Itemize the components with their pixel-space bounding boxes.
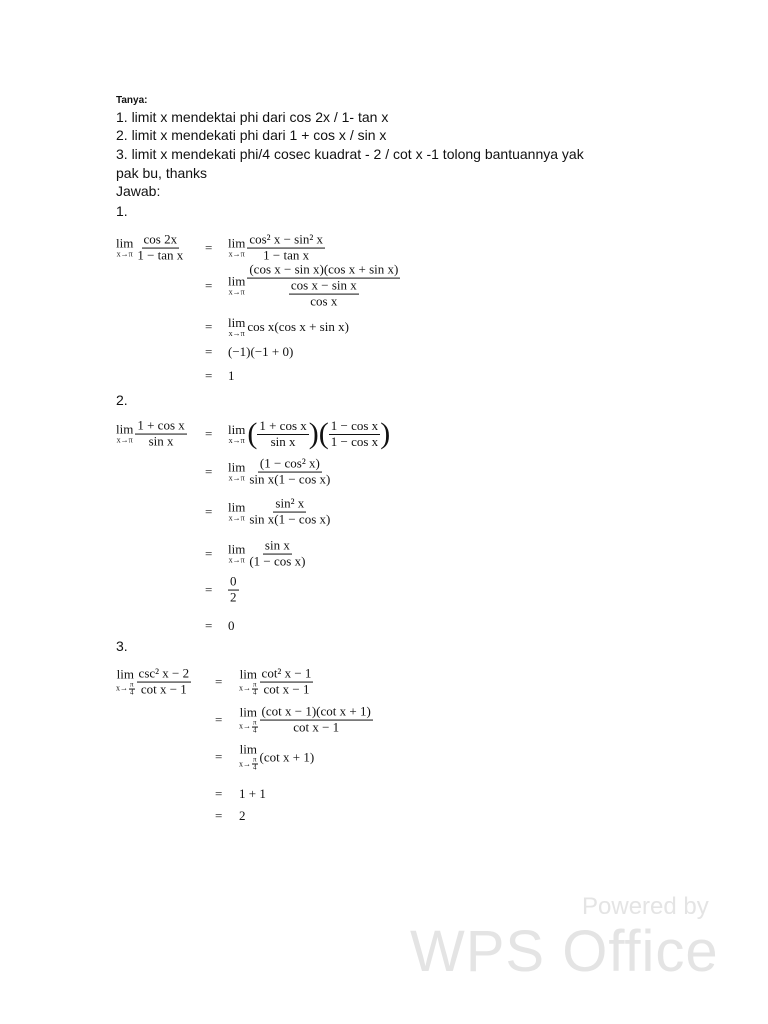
fraction xyxy=(260,667,314,698)
lim-target-num: π xyxy=(253,755,257,764)
expression-text: 2 xyxy=(239,808,246,823)
lim-subscript xyxy=(239,720,258,735)
lim-subscript xyxy=(239,757,258,772)
problem-2-step-3 xyxy=(228,497,332,528)
denominator: sin x(1 − cos x) xyxy=(249,511,331,527)
lim-target-fraction xyxy=(252,720,258,735)
numerator: 0 xyxy=(230,573,237,589)
problem-1-expression xyxy=(116,233,185,264)
equals-sign: = xyxy=(205,278,213,293)
numerator: 1 − cos x xyxy=(330,417,379,433)
problem-3-step-1 xyxy=(239,667,313,698)
lim-word: lim xyxy=(239,704,257,720)
lim-target-fraction xyxy=(129,682,135,697)
limit-operator xyxy=(228,461,245,483)
question-line-3: 3. limit x mendekati phi/4 cosec kuadrat - 2 / cot x -1 tolong bantuannya yak xyxy=(116,146,584,162)
lim-approach: x→π xyxy=(228,556,245,565)
fraction xyxy=(260,705,373,736)
equals-sign: = xyxy=(215,712,223,727)
lim-target-den: 4 xyxy=(130,688,134,697)
limit-operator xyxy=(228,316,245,338)
problem-2-label: 2. xyxy=(116,392,128,408)
lim-subscript xyxy=(117,251,133,259)
denominator: sin x xyxy=(270,433,296,449)
numerator: (cot x − 1)(cot x + 1) xyxy=(261,703,371,719)
problem-3-step-4 xyxy=(239,786,266,802)
equals-sign: = xyxy=(215,674,223,689)
numerator: 1 + cos x xyxy=(137,417,185,433)
answer-heading: Jawab: xyxy=(116,183,161,199)
limit-operator xyxy=(116,237,133,259)
denominator: 1 − tan x xyxy=(263,247,310,263)
lim-subscript xyxy=(117,437,133,445)
limit-operator xyxy=(228,237,245,259)
left-paren: ( xyxy=(247,417,258,450)
lim-subscript xyxy=(229,289,245,297)
limit-operator xyxy=(239,706,258,735)
denominator: cot x − 1 xyxy=(140,681,187,697)
denominator: 1 − tan x xyxy=(137,247,184,263)
question-heading: Tanya: xyxy=(116,95,148,106)
equals-sign: = xyxy=(205,618,213,633)
numerator: sin² x xyxy=(275,495,305,511)
lim-approach: x→π xyxy=(228,288,245,297)
lim-target-fraction xyxy=(252,757,258,772)
lim-target-den: 4 xyxy=(253,763,257,772)
problem-3-step-2 xyxy=(239,705,373,736)
lim-subscript xyxy=(229,515,245,523)
equals-sign: = xyxy=(205,368,213,383)
fraction xyxy=(257,419,308,450)
lim-target-den: 4 xyxy=(253,726,257,735)
lim-approach: x→ xyxy=(239,722,251,731)
lim-word: lim xyxy=(228,542,246,557)
fraction xyxy=(329,419,380,450)
equals-sign: = xyxy=(205,426,213,441)
equals-sign: = xyxy=(205,504,213,519)
lim-subscript xyxy=(239,682,258,697)
question-line-2: 2. limit x mendekati phi dari 1 + cos x / sin x xyxy=(116,127,387,143)
problem-1-step-3 xyxy=(228,316,349,338)
equals-sign: = xyxy=(205,582,213,597)
expression-text: 1 + 1 xyxy=(239,786,266,801)
expression-text: 1 xyxy=(228,368,235,383)
fraction xyxy=(247,497,332,528)
equals-sign: = xyxy=(205,546,213,561)
problem-3-label: 3. xyxy=(116,638,128,654)
watermark-wps-office-logo: WPS Office xyxy=(410,919,719,984)
fraction xyxy=(247,233,325,264)
lim-word: lim xyxy=(116,422,134,437)
lim-target-fraction xyxy=(252,682,258,697)
denominator: (1 − cos x) xyxy=(249,553,306,569)
lim-target-den: 4 xyxy=(253,688,257,697)
lim-approach: x→ xyxy=(239,684,251,693)
denominator xyxy=(287,279,361,310)
numerator: cos 2x xyxy=(143,231,178,247)
lim-approach: x→ xyxy=(116,684,128,693)
fraction xyxy=(247,539,307,570)
limit-operator xyxy=(228,275,245,297)
numerator: sin x xyxy=(264,537,290,553)
lim-approach: x→π xyxy=(228,250,245,259)
equals-sign: = xyxy=(205,240,213,255)
numerator: (1 − cos² x) xyxy=(259,455,320,471)
question-line-1: 1. limit x mendektai phi dari cos 2x / 1- tan x xyxy=(116,109,389,125)
limit-operator xyxy=(228,543,245,565)
numerator: 1 + cos x xyxy=(259,417,307,433)
numerator: (cos x − sin x)(cos x + sin x) xyxy=(249,261,399,277)
problem-2-step-5 xyxy=(228,575,239,606)
fraction xyxy=(135,419,186,450)
problem-2-step-4 xyxy=(228,539,307,570)
denominator: 2 xyxy=(230,589,237,605)
lim-approach: x→π xyxy=(228,329,245,338)
lim-word: lim xyxy=(239,666,257,682)
lim-subscript xyxy=(229,557,245,565)
lim-target-num: π xyxy=(253,680,257,689)
fraction xyxy=(247,457,332,488)
limit-operator xyxy=(228,423,245,445)
compound-fraction xyxy=(247,263,400,310)
equals-sign: = xyxy=(215,786,223,801)
lim-word: lim xyxy=(228,274,246,289)
watermark-powered-by: Powered by xyxy=(582,893,709,920)
expression-text: 0 xyxy=(228,618,235,633)
lim-approach: x→π xyxy=(228,436,245,445)
problem-3-step-5 xyxy=(239,808,246,824)
right-paren: ) xyxy=(380,417,391,450)
lim-approach: x→π xyxy=(116,250,133,259)
problem-2-step-6 xyxy=(228,618,235,634)
left-paren: ( xyxy=(318,417,329,450)
numerator: cos x − sin x xyxy=(290,277,357,293)
right-paren: ) xyxy=(308,417,319,450)
lim-word: lim xyxy=(228,315,246,330)
parenthesized-fraction xyxy=(247,417,318,451)
equals-sign: = xyxy=(215,749,223,764)
lim-word: lim xyxy=(228,500,246,515)
limit-operator xyxy=(116,423,133,445)
lim-approach: x→π xyxy=(228,514,245,523)
expression-text: (cot x + 1) xyxy=(259,749,315,764)
fraction xyxy=(228,575,239,606)
question-line-4: pak bu, thanks xyxy=(116,165,208,181)
lim-subscript xyxy=(229,437,245,445)
parenthesized-fraction xyxy=(319,417,390,451)
lim-target-num: π xyxy=(253,718,257,727)
problem-2-expression xyxy=(116,419,187,450)
problem-1-step-1 xyxy=(228,233,325,264)
denominator: cot x − 1 xyxy=(293,719,340,735)
lim-subscript xyxy=(116,682,135,697)
lim-word: lim xyxy=(228,422,246,437)
limit-operator xyxy=(239,668,258,697)
equals-sign: = xyxy=(215,808,223,823)
problem-2-step-1 xyxy=(228,417,390,451)
equals-sign: = xyxy=(205,319,213,334)
limit-operator xyxy=(228,501,245,523)
problem-2-step-2 xyxy=(228,457,332,488)
lim-subscript xyxy=(229,475,245,483)
problem-1-step-4 xyxy=(228,344,293,360)
equals-sign: = xyxy=(205,464,213,479)
lim-word: lim xyxy=(116,666,134,682)
lim-approach: x→π xyxy=(228,474,245,483)
lim-subscript xyxy=(229,251,245,259)
fraction xyxy=(137,667,192,698)
denominator: sin x(1 − cos x) xyxy=(249,471,331,487)
numerator: cot² x − 1 xyxy=(261,665,312,681)
numerator: csc² x − 2 xyxy=(138,665,190,681)
lim-approach: x→π xyxy=(116,436,133,445)
problem-1-step-5 xyxy=(228,368,235,384)
lim-subscript xyxy=(229,330,245,338)
problem-3-step-3 xyxy=(239,743,314,772)
inner-fraction xyxy=(289,279,359,310)
lim-target-num: π xyxy=(130,680,134,689)
numerator: cos² x − sin² x xyxy=(249,231,323,247)
limit-operator xyxy=(239,743,258,772)
expression-text: (−1)(−1 + 0) xyxy=(228,344,294,359)
denominator: 1 − cos x xyxy=(330,433,379,449)
lim-word: lim xyxy=(116,236,134,251)
denominator: sin x xyxy=(148,433,174,449)
limit-operator xyxy=(116,668,135,697)
lim-word: lim xyxy=(228,236,246,251)
lim-word: lim xyxy=(228,460,246,475)
equals-sign: = xyxy=(205,344,213,359)
fraction xyxy=(135,233,185,264)
problem-3-expression xyxy=(116,667,191,698)
lim-approach: x→ xyxy=(239,759,251,768)
problem-1-step-2 xyxy=(228,263,400,310)
problem-1-label: 1. xyxy=(116,203,128,219)
denominator: cos x xyxy=(310,293,338,309)
denominator: cot x − 1 xyxy=(263,681,310,697)
lim-word: lim xyxy=(239,741,257,757)
expression-text: cos x(cos x + sin x) xyxy=(247,319,349,334)
